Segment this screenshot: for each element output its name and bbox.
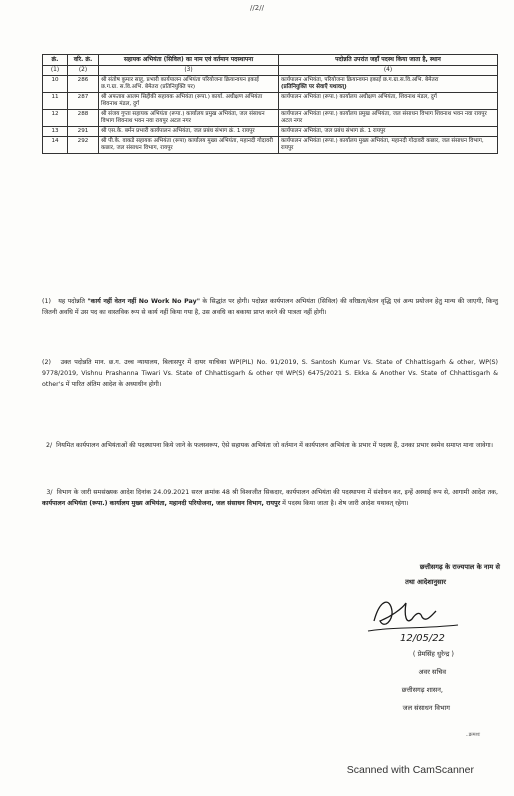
signatory-government: छत्तीसगढ़ शासन, [401,686,443,694]
col-num: (4) [279,65,498,75]
new-posting-highlight: कार्यपालन अभियंता (रूपा.) कार्यालय मुख्य अभियंता, महानदी परियोजना, जल संसाधन विभाग, रायपुर [42,499,281,507]
serial-cell: 14 [43,136,68,153]
table-row [43,109,498,126]
scanner-watermark: Scanned with CamScanner [346,764,474,776]
serial-cell: 13 [43,126,68,136]
handwritten-signature [360,591,470,649]
page-number: //2// [250,4,264,12]
condition-paragraph-1 [42,297,498,319]
seniority-cell: 288 [68,109,99,126]
name-cell: श्री संतोष कुमार साहू, प्रभारी कार्यपालन अभियंता परियोजना क्रियान्वयन इकाई छ.ग.ग्रा. स.वि.अभि. बेमेतरा (प्रतिनियुक्ति पर) [99,75,279,92]
signature-governor-line: छत्तीसगढ़ के राज्यपाल के नाम से [419,563,500,571]
serial-cell: 10 [43,75,68,92]
condition-paragraph-2 [42,358,498,390]
column-number-row [43,65,498,75]
table-header-row [43,55,498,66]
name-cell: श्री पी.के. वाकडे सहायक अभियंता (रूपा) कार्यालय मुख्य अभियंता, महानदी गोदावरी कछार, जल संसाधन विभाग, रायपुर [99,136,279,153]
table-row [43,136,498,153]
signatory-department: जल संसाधन विभाग [402,704,450,712]
seniority-cell: 286 [68,75,99,92]
header-seniority: वरि. क्रं. [68,55,99,66]
signatory-designation: अवर सचिव [418,668,446,676]
col-num: (3) [99,65,279,75]
paragraph-text: में पदस्थ किया जाता है। शेष जारी आदेश यथावत् रहेगा। [280,499,409,507]
order-paragraph-3 [42,488,498,510]
col-num: (1) [43,65,68,75]
posting-note: (प्रतिनियुक्ति पर सेवाएँ यथावत्) [281,83,347,90]
svg-text:12/05/22: 12/05/22 [400,633,445,644]
order-paragraph-2 [42,441,498,452]
posting-cell: कार्यपालन अभियंता (रूपा.) कार्यालय प्रमुख अभियंता, जल संसाधन विभाग शिवनाथ भवन नवा रायपुर अटल नगर [279,109,498,126]
table-row [43,75,498,92]
posting-cell [279,75,498,92]
col-num: (2) [68,65,99,75]
posting-cell: कार्यपालन अभियंता (रूपा.) कार्यालय अधीक्षण अभियंता, शिवनाथ मंडल, दुर्ग [279,92,498,109]
name-cell: श्री संजय गुप्ता सहायक अभियंता (रूपा.) कार्यालय प्रमुख अभियंता, जल संसाधन विभाग शिवनाथ भवन नवा रायपुर अटल नगर [99,109,279,126]
signature-order-line: तथा आदेशानुसार [405,578,446,586]
paragraph-number: (2) [42,359,51,366]
serial-cell: 12 [43,109,68,126]
header-new-posting: पदोन्नति उपरांत जहाँ पदस्थ किया जाता है, स्थान [279,55,498,66]
paragraph-text: के सिद्धांत पर होगी। पदोन्नत कार्यपालन अभियंता (सिविल) की वरिष्ठता/वेतन वृद्धि एवं अन्य प्रयोजन हेतु मान्य की जाएगी, किन्तु जितनी अवधि में उस पद का वास्तविक रूप से कार्य नहीं किया गया है, उस अवधि का बकाया प्राप्त करने की पात्रता नहीं होगी। [42,298,498,316]
promotion-table [42,54,498,154]
paragraph-number: 2/ [46,442,53,449]
posting-cell: कार्यपालन अभियंता (रूपा.) कार्यालय मुख्य अभियंता, महानदी गोदावरी कछार, जल संसाधन विभाग, रायपुर [279,136,498,153]
seniority-cell: 287 [68,92,99,109]
table-row [43,126,498,136]
posting-cell: कार्यपालन अभियंता, जल प्रबंध संभाग क्रं. 1 रायपुर [279,126,498,136]
serial-cell: 11 [43,92,68,109]
name-cell: श्री एस.के. बर्मन प्रभारी कार्यपालन अभियंता, जल प्रबंध संभाग क्रं. 1 रायपुर [99,126,279,136]
seniority-cell: 292 [68,136,99,153]
name-cell: श्री अफताब आलम सिद्दीकी सहायक अभियंता (रूपा.) कार्या. अधीक्षण अभियंता शिवनाथ मंडल, दुर्ग [99,92,279,109]
paragraph-text: यह पदोन्नति [58,298,88,305]
continued-marker: ..क्रमशः [465,732,480,738]
posting-text: कार्यपालन अभियंता, परियोजना क्रियान्वयन इकाई छ.ग.ग्रा.स.वि.अभि. बेमेतरा [281,76,439,83]
header-serial: क्रं. [43,55,68,66]
table-row [43,92,498,109]
paragraph-text: नियमित कार्यपालन अभियंताओं की पदस्थापना किये जाने के फलस्वरूप, ऐसे सहायक अभियंता जो वर्तमान में कार्यपालन अभियंता के प्रभार में पदस्थ हैं, उनका प्रभार स्वमेव समाप्त माना जावेगा। [56,442,494,449]
no-work-no-pay-phrase: "कार्य नहीं वेतन नहीं No Work No Pay" [87,298,201,305]
paragraph-number: (1) [42,298,51,305]
paragraph-number: 3/ [46,489,53,496]
paragraph-text: उक्त पदोन्नति मान. छ.ग. उच्च न्यायालय, बिलासपुर में दायर याचिका WP(PIL) No. 91/2019, S. Santosh Kumar Vs. State of Chhattisgarh & other, WP(S) 9778/2019, Vishnu Prashanna Tiwari Vs. State of Chhattisgarh & other एवं WP(S) 6475/2021 S. Ekka & Another Vs. State of Chhattisgarh & other's में पारित अंतिम आदेश के अध्याधीन होगी। [42,359,498,388]
header-name-posting: सहायक अभियंता (सिविल) का नाम एवं वर्तमान पदस्थापना [99,55,279,66]
seniority-cell: 291 [68,126,99,136]
signatory-name: ( प्रेमसिंह धुरेन्द्र ) [412,650,454,658]
paragraph-text: विभाग के जारी समसंख्यक आदेश दिनांक 24.09.2021 सरल क्रमांक 48 श्री विश्वजीत सिकदार, कार्यपालन अभियंता की पदस्थापना में संशोधन कर, इन्हें अस्थाई रूप से, आगामी आदेश तक, [56,489,498,496]
